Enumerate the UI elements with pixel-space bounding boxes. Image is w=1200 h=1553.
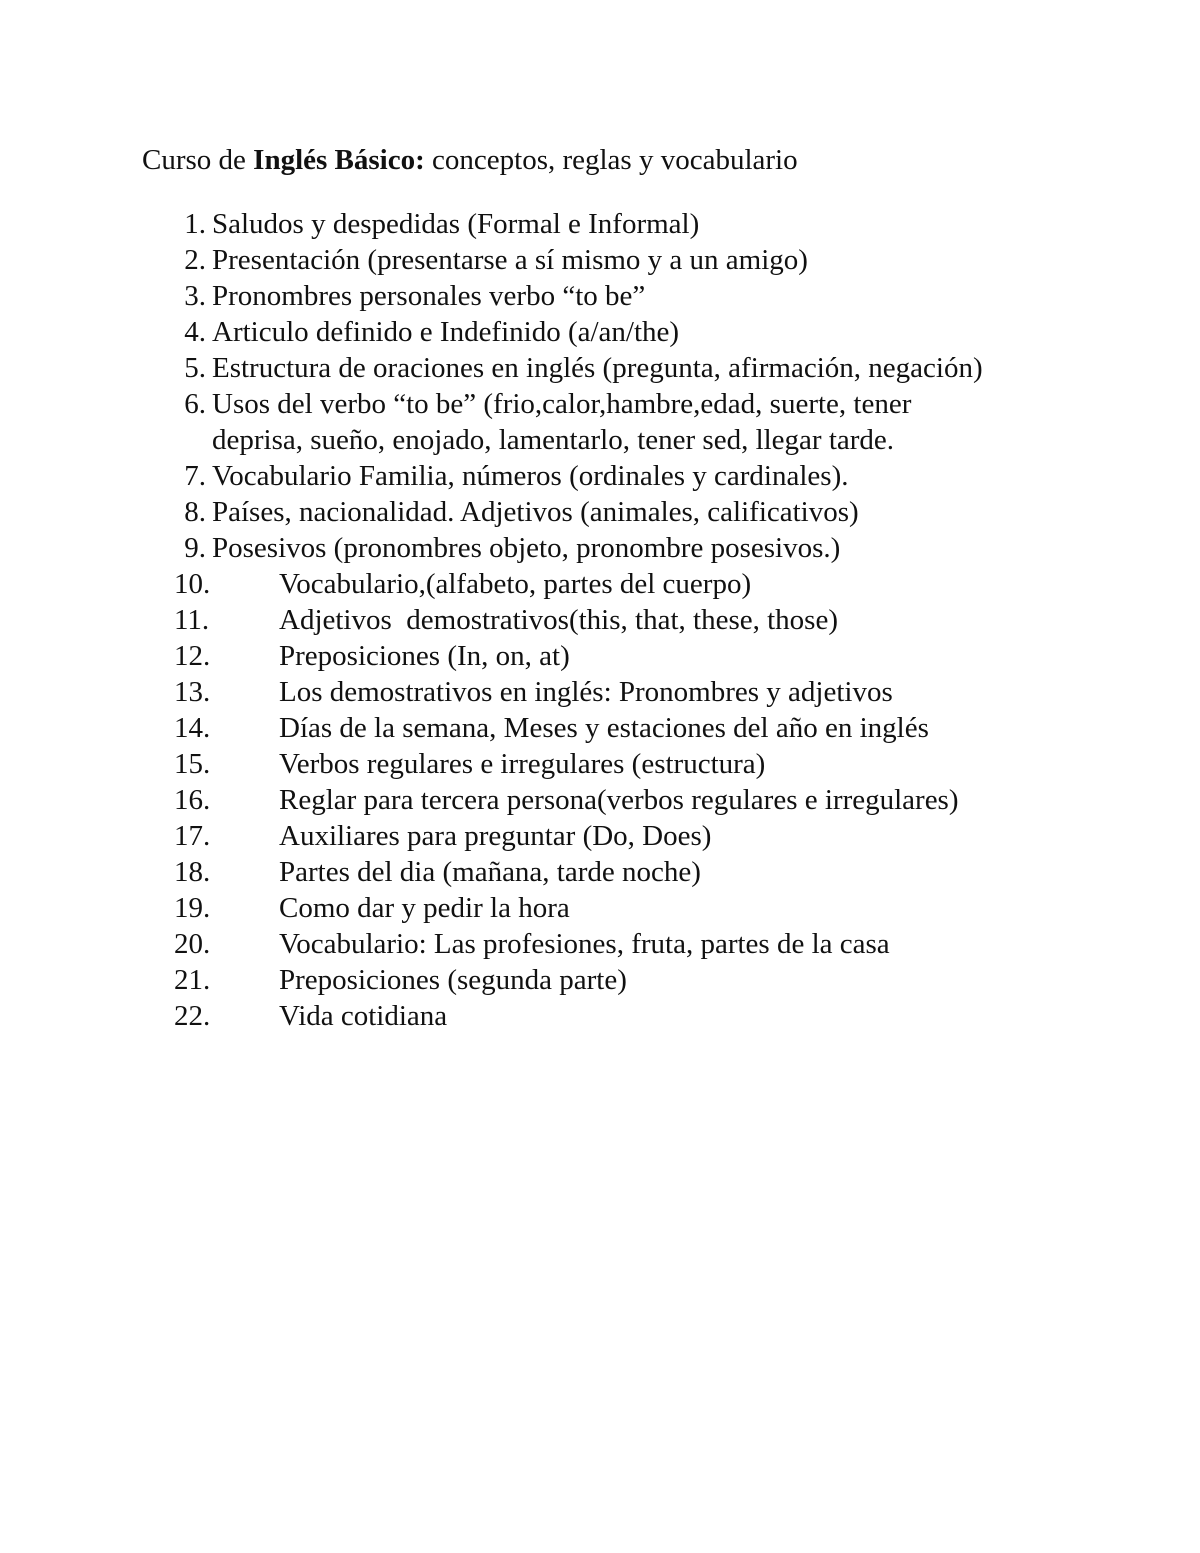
list-item [142, 350, 1102, 386]
item-text: Saludos y despedidas (Formal e Informal) [212, 208, 700, 240]
item-text: Auxiliares para preguntar (Do, Does) [279, 820, 712, 852]
item-text: Adjetivos demostrativos(this, that, these, those) [279, 604, 838, 636]
list-item [142, 566, 1102, 602]
item-text: Como dar y pedir la hora [279, 892, 570, 924]
item-text: Verbos regulares e irregulares (estructura) [279, 748, 766, 780]
list-item [142, 962, 1102, 998]
list-item [142, 386, 1102, 458]
title-bold: Inglés Básico: [253, 144, 425, 176]
item-number: 19. [174, 892, 211, 924]
item-number: 21. [174, 964, 211, 996]
item-text-line-1: Usos del verbo “to be” (frio,calor,hambre,edad, suerte, tener [212, 388, 912, 420]
item-number: 16. [174, 784, 211, 816]
item-number: 22. [174, 1000, 211, 1032]
list-item [142, 206, 1102, 242]
item-number: 12. [174, 640, 211, 672]
item-text: Vocabulario Familia, números (ordinales y cardinales). [212, 460, 849, 492]
item-text: Pronombres personales verbo “to be” [212, 280, 646, 312]
list-item [142, 854, 1102, 890]
item-text: Días de la semana, Meses y estaciones del año en inglés [279, 712, 929, 744]
document-title [142, 142, 798, 178]
item-number: 10. [174, 568, 211, 600]
item-text: Estructura de oraciones en inglés (pregunta, afirmación, negación) [212, 352, 983, 384]
item-number: 5. [184, 352, 206, 384]
item-text: Preposiciones (In, on, at) [279, 640, 570, 672]
list-item [142, 530, 1102, 566]
item-text: Preposiciones (segunda parte) [279, 964, 627, 996]
item-text [206, 386, 1102, 458]
list-item [142, 890, 1102, 926]
title-prefix: Curso de [142, 144, 254, 176]
item-number: 20. [174, 928, 211, 960]
item-text: Vida cotidiana [279, 1000, 448, 1032]
item-number: 17. [174, 820, 211, 852]
topic-list [142, 206, 1102, 1034]
list-item [142, 818, 1102, 854]
item-number: 7. [184, 460, 206, 492]
item-number: 11. [174, 604, 210, 636]
item-text: Presentación (presentarse a sí mismo y a un amigo) [212, 244, 808, 276]
item-text: Articulo definido e Indefinido (a/an/the) [212, 316, 680, 348]
list-item [142, 782, 1102, 818]
list-item [142, 710, 1102, 746]
title-suffix: conceptos, reglas y vocabulario [424, 144, 798, 176]
item-text: Partes del dia (mañana, tarde noche) [279, 856, 701, 888]
list-item [142, 494, 1102, 530]
list-item [142, 746, 1102, 782]
item-number: 13. [174, 676, 211, 708]
item-text: Vocabulario,(alfabeto, partes del cuerpo) [279, 568, 752, 600]
item-number: 2. [184, 244, 206, 276]
list-item [142, 638, 1102, 674]
list-item [142, 926, 1102, 962]
list-item [142, 602, 1102, 638]
item-text: Posesivos (pronombres objeto, pronombre posesivos.) [212, 532, 841, 564]
item-number: 6. [184, 388, 206, 420]
item-number: 18. [174, 856, 211, 888]
list-item [142, 998, 1102, 1034]
item-text-line-2: deprisa, sueño, enojado, lamentarlo, tener sed, llegar tarde. [212, 424, 895, 456]
item-number: 4. [184, 316, 206, 348]
item-text: Vocabulario: Las profesiones, fruta, partes de la casa [279, 928, 890, 960]
list-item [142, 314, 1102, 350]
item-number: 1. [184, 208, 206, 240]
item-text: Reglar para tercera persona(verbos regulares e irregulares) [279, 784, 959, 816]
item-number: 8. [184, 496, 206, 528]
list-item [142, 278, 1102, 314]
list-item [142, 674, 1102, 710]
list-item [142, 458, 1102, 494]
item-number: 15. [174, 748, 211, 780]
item-number: 3. [184, 280, 206, 312]
item-number: 14. [174, 712, 211, 744]
list-item [142, 242, 1102, 278]
item-text: Los demostrativos en inglés: Pronombres y adjetivos [279, 676, 893, 708]
item-text: Países, nacionalidad. Adjetivos (animales, calificativos) [212, 496, 859, 528]
item-number: 9. [184, 532, 206, 564]
